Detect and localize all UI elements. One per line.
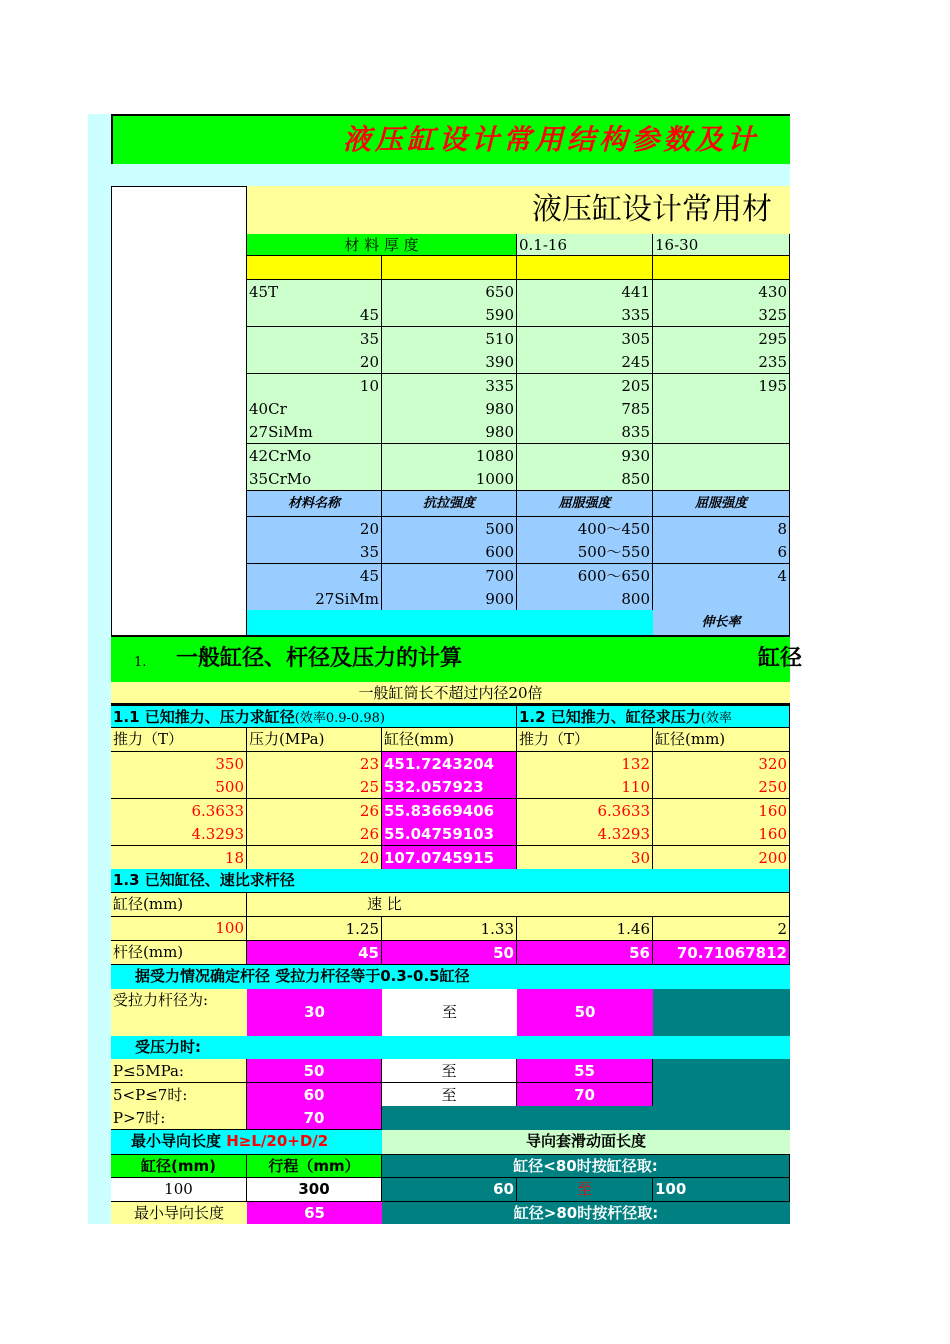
yield-strength: 245 — [517, 350, 653, 374]
compression-to[interactable]: 70 — [517, 1083, 653, 1107]
elongation-label: 伸长率 — [653, 610, 790, 636]
strength-material: 27SiMm — [247, 587, 382, 611]
tension-label: 受拉力杆径为: — [111, 989, 247, 1036]
strength-header: 屈服强度 — [653, 491, 790, 517]
tensile-strength: 590 — [382, 303, 517, 327]
bore-input-2[interactable]: 320 — [653, 752, 790, 776]
guide-min-label: 最小导向长度 — [111, 1202, 247, 1224]
s11-title: 1.1 已知推力、压力求缸径 — [113, 708, 295, 726]
yield-strength-2 — [653, 444, 790, 468]
yield-strength: 205 — [517, 374, 653, 398]
speed-ratio[interactable]: 1.25 — [247, 917, 382, 941]
guide-header-bore: 缸径(mm) — [111, 1154, 247, 1178]
rod-diameter: 45 — [247, 941, 382, 965]
yield-strength: 835 — [517, 420, 653, 444]
guide-to-word: 至 — [517, 1178, 653, 1202]
force-title: 据受力情况确定杆径 受拉力杆径等于0.3-0.5缸径 — [111, 965, 790, 989]
guide-title: 最小导向长度 — [131, 1132, 222, 1150]
blank-cell — [247, 256, 382, 280]
yield-strength-2: 295 — [653, 327, 790, 351]
guide-header-stroke: 行程（mm） — [247, 1154, 382, 1178]
strength-tensile: 900 — [382, 587, 517, 611]
yield-strength: 305 — [517, 327, 653, 351]
strength-yield: 500～550 — [517, 540, 653, 564]
pressure-input[interactable]: 23 — [247, 752, 382, 776]
bore-result: 55.04759103 — [382, 822, 517, 846]
tensile-strength: 980 — [382, 420, 517, 444]
strength-header: 材料名称 — [247, 491, 382, 517]
thrust-input-2[interactable]: 110 — [517, 775, 653, 799]
yield-strength-2: 430 — [653, 280, 790, 304]
strength-header: 屈服强度 — [517, 491, 653, 517]
thrust-input[interactable]: 4.3293 — [111, 822, 247, 846]
guide-right-title: 导向套滑动面长度 — [382, 1130, 790, 1154]
thrust-input-2[interactable]: 4.3293 — [517, 822, 653, 846]
strength-tensile: 600 — [382, 540, 517, 564]
compression-label: 5<P≤7时: — [111, 1083, 247, 1107]
guide-stroke-value[interactable]: 300 — [247, 1178, 382, 1202]
compression-from[interactable]: 70 — [247, 1106, 382, 1130]
strength-material: 20 — [247, 517, 382, 541]
s11-header-pressure: 压力(MPa) — [247, 728, 382, 752]
material-name: 45T — [247, 280, 382, 304]
tensile-strength: 390 — [382, 350, 517, 374]
s13-rod-label: 杆径(mm) — [111, 941, 247, 965]
section-1-right: 缸径 — [758, 646, 803, 671]
compression-label: P≤5MPa: — [111, 1059, 247, 1083]
strength-header: 抗拉强度 — [382, 491, 517, 517]
s12-header-force: 推力（T） — [517, 728, 653, 752]
guide-header-note: 缸径<80时按缸径取: — [382, 1154, 790, 1178]
blank-cell — [517, 256, 653, 280]
rod-diameter: 56 — [517, 941, 653, 965]
rod-diameter: 50 — [382, 941, 517, 965]
strength-yield: 800 — [517, 587, 653, 611]
length-note: 一般缸筒长不超过内径20倍 — [111, 682, 790, 704]
compression-to[interactable]: 55 — [517, 1059, 653, 1083]
guide-min-a: 60 — [382, 1178, 517, 1202]
yield-strength-2: 235 — [653, 350, 790, 374]
thickness-range-2: 16-30 — [653, 234, 790, 256]
material-name: 20 — [247, 350, 382, 374]
yield-strength: 930 — [517, 444, 653, 468]
pressure-input[interactable]: 25 — [247, 775, 382, 799]
strength-yield: 600～650 — [517, 564, 653, 588]
teal-block — [653, 989, 790, 1036]
bore-result: 451.7243204 — [382, 752, 517, 776]
tensile-strength: 1080 — [382, 444, 517, 468]
pressure-input[interactable]: 26 — [247, 822, 382, 846]
s12-title-cell — [517, 704, 790, 728]
blank-block — [111, 186, 247, 636]
blank-cell — [382, 256, 517, 280]
s11-efficiency: (效率0.9-0.98) — [294, 711, 385, 726]
thrust-input[interactable]: 500 — [111, 775, 247, 799]
yield-strength: 850 — [517, 467, 653, 491]
yield-strength-2: 325 — [653, 303, 790, 327]
s13-bore-label: 缸径(mm) — [111, 893, 247, 917]
yield-strength-2 — [653, 397, 790, 421]
compression-to-word: 至 — [382, 1059, 517, 1083]
tension-to-word: 至 — [382, 989, 517, 1036]
strength-yield: 400～450 — [517, 517, 653, 541]
material-name: 45 — [247, 303, 382, 327]
material-name: 35CrMo — [247, 467, 382, 491]
tensile-strength: 335 — [382, 374, 517, 398]
thickness-range-1: 0.1-16 — [517, 234, 653, 256]
guide-min-value: 65 — [247, 1202, 382, 1224]
thrust-input[interactable]: 6.3633 — [111, 799, 247, 823]
yield-strength-2 — [653, 420, 790, 444]
thrust-input[interactable]: 18 — [111, 846, 247, 870]
s11-title-cell — [111, 704, 517, 728]
guide-bore-value[interactable]: 100 — [111, 1178, 247, 1202]
strength-elongation: 4 — [653, 564, 790, 588]
s12-header-bore: 缸径(mm) — [653, 728, 790, 752]
banner-title: 液压缸设计常用结构参数及计 — [343, 123, 760, 156]
speed-ratio[interactable]: 1.46 — [517, 917, 653, 941]
thrust-input[interactable]: 350 — [111, 752, 247, 776]
bore-result: 55.83669406 — [382, 799, 517, 823]
compression-from[interactable]: 50 — [247, 1059, 382, 1083]
strength-tensile: 700 — [382, 564, 517, 588]
yield-strength: 441 — [517, 280, 653, 304]
strength-elongation: 6 — [653, 540, 790, 564]
pressure-input[interactable]: 20 — [247, 846, 382, 870]
material-name: 27SiMm — [247, 420, 382, 444]
strength-material: 45 — [247, 564, 382, 588]
tensile-strength: 650 — [382, 280, 517, 304]
thrust-input-2[interactable]: 6.3633 — [517, 799, 653, 823]
bore-result: 532.057923 — [382, 775, 517, 799]
s13-title: 1.3 已知缸径、速比求杆径 — [111, 869, 790, 893]
guide-title-cell — [111, 1130, 382, 1154]
compression-label: P>7时: — [111, 1106, 247, 1130]
compression-title: 受压力时: — [111, 1036, 790, 1059]
pressure-input[interactable]: 26 — [247, 799, 382, 823]
thrust-input-2[interactable]: 30 — [517, 846, 653, 870]
strength-elongation — [653, 587, 790, 611]
tensile-strength: 980 — [382, 397, 517, 421]
bore-input-2[interactable]: 160 — [653, 822, 790, 846]
blank-cell — [653, 256, 790, 280]
yield-strength: 785 — [517, 397, 653, 421]
strength-material: 35 — [247, 540, 382, 564]
strength-tensile: 500 — [382, 517, 517, 541]
speed-ratio[interactable]: 2 — [653, 917, 790, 941]
bore-input-2[interactable]: 200 — [653, 846, 790, 870]
guide-formula: H≥L/20+D/2 — [226, 1132, 329, 1150]
blank-cell — [247, 610, 653, 636]
s12-efficiency: (效率 — [700, 711, 732, 726]
rod-diameter: 70.71067812 — [653, 941, 790, 965]
tensile-strength: 1000 — [382, 467, 517, 491]
thrust-input-2[interactable]: 132 — [517, 752, 653, 776]
section-1-title: 一般缸径、杆径及压力的计算 — [176, 646, 463, 671]
guide-min-b: 100 — [653, 1178, 790, 1202]
tension-to[interactable]: 50 — [517, 989, 653, 1036]
yield-strength-2: 195 — [653, 374, 790, 398]
strength-elongation: 8 — [653, 517, 790, 541]
sub-title: 液压缸设计常用材 — [247, 186, 790, 234]
material-name: 10 — [247, 374, 382, 398]
teal-block — [382, 1106, 790, 1130]
s11-header-bore: 缸径(mm) — [382, 728, 517, 752]
tension-from[interactable]: 30 — [247, 989, 382, 1036]
bore-input-2[interactable]: 250 — [653, 775, 790, 799]
spreadsheet — [88, 114, 803, 1224]
material-name: 42CrMo — [247, 444, 382, 468]
s13-bore-value[interactable]: 100 — [111, 917, 247, 941]
material-name: 35 — [247, 327, 382, 351]
s13-ratio-label: 速 比 — [247, 893, 790, 917]
material-thickness-header: 材 料 厚 度 — [247, 234, 517, 256]
speed-ratio[interactable]: 1.33 — [382, 917, 517, 941]
compression-from[interactable]: 60 — [247, 1083, 382, 1107]
material-name: 40Cr — [247, 397, 382, 421]
s11-header-force: 推力（T） — [111, 728, 247, 752]
guide-note-2: 缸径>80时按杆径取: — [382, 1202, 790, 1224]
bore-result: 107.0745915 — [382, 846, 517, 870]
bore-input-2[interactable]: 160 — [653, 799, 790, 823]
section-1-number: 1. — [134, 655, 147, 670]
yield-strength: 335 — [517, 303, 653, 327]
compression-to-word: 至 — [382, 1083, 517, 1107]
yield-strength-2 — [653, 467, 790, 491]
teal-block — [653, 1059, 790, 1106]
tensile-strength: 510 — [382, 327, 517, 351]
s12-title: 1.2 已知推力、缸径求压力 — [519, 708, 701, 726]
